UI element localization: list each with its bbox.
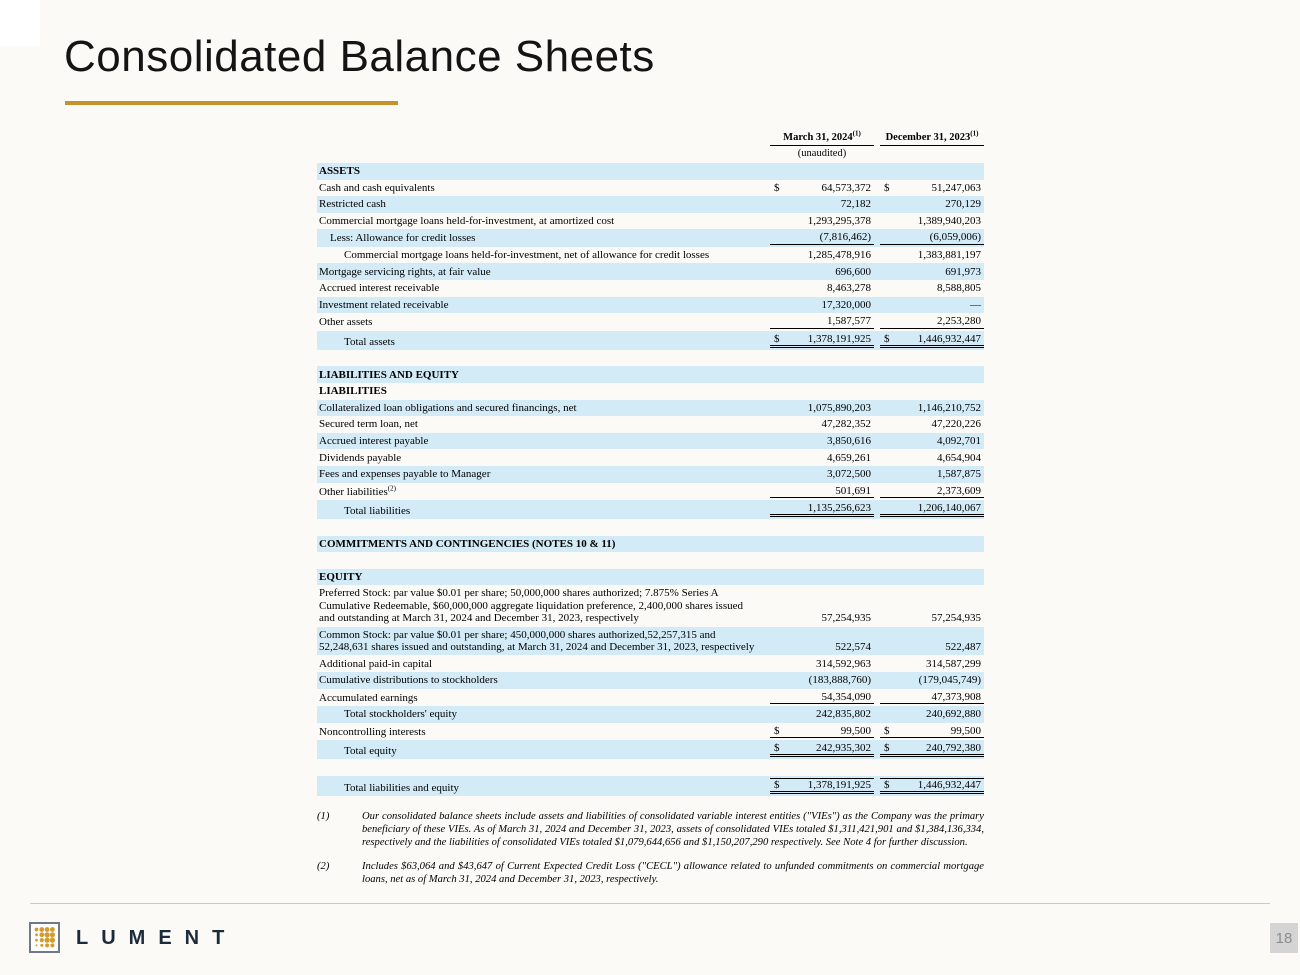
amount-value: 2,253,280 [937, 315, 981, 328]
spacer-row [317, 350, 984, 366]
row-label: Other liabilities$^{(2)}$ [319, 483, 396, 498]
amount-value: 64,573,372 [821, 181, 871, 194]
row-label: Mortgage servicing rights, at fair value [319, 265, 491, 278]
row-label: LIABILITIES [319, 385, 387, 398]
amount-cell [880, 315, 984, 328]
row-label: Total liabilities [344, 504, 411, 517]
amount-value: 99,500 [950, 724, 981, 737]
column-header-december [880, 129, 984, 146]
currency-symbol: $ [774, 332, 780, 345]
amount-cell [880, 452, 984, 464]
column-header-row [317, 128, 984, 146]
background-patch [0, 0, 40, 46]
amount-cell [880, 612, 984, 624]
row-label: COMMITMENTS AND CONTINGENCIES (NOTES 10 & 11) [319, 537, 616, 550]
row-label: Preferred Stock: par value $0.01 per share; 50,000,000 shares authorized; 7.875% Series A Cumulative Redeemable, $60,000,000 aggregate liquidation preference, 2,400,000 shares issued and outstanding at March 31, 2024 and December 31, 2023, respectively [319, 587, 743, 625]
currency-symbol: $ [884, 181, 890, 194]
amount-cell [770, 725, 874, 738]
table-row [317, 247, 984, 264]
amount-cell [880, 182, 984, 194]
section-row [317, 383, 984, 400]
row-label: Cash and cash equivalents [319, 181, 435, 194]
table-row [317, 331, 984, 350]
table-row [317, 229, 984, 246]
amount-cell [770, 182, 874, 194]
table-row [317, 483, 984, 500]
amount-value: 242,935,302 [816, 741, 871, 754]
column-header-march-label: March 31, 2024 [783, 131, 853, 143]
brand-wordmark: LUMENT [76, 927, 238, 949]
amount-value: (7,816,462) [819, 231, 871, 244]
amount-value: 72,182 [840, 198, 871, 211]
row-label: LIABILITIES AND EQUITY [319, 368, 459, 381]
amount-value: 54,354,090 [821, 690, 871, 703]
amount-value: 270,129 [945, 198, 981, 211]
section-row [317, 536, 984, 553]
amount-value: 2,373,609 [937, 484, 981, 497]
table-row [317, 466, 984, 483]
row-label: Commercial mortgage loans held-for-investment, net of allowance for credit losses [344, 248, 710, 261]
amount-cell [880, 725, 984, 738]
table-row [317, 627, 984, 656]
amount-value: 1,587,875 [937, 468, 981, 481]
section-row [317, 366, 984, 383]
amount-value: 8,588,805 [937, 282, 981, 295]
amount-cell [880, 266, 984, 278]
amount-value: 1,446,932,447 [917, 332, 981, 345]
currency-symbol: $ [884, 724, 890, 737]
row-label: Dividends payable [319, 451, 402, 464]
row-label: Other assets [319, 316, 373, 329]
amount-cell [770, 641, 874, 653]
table-row [317, 213, 984, 230]
amount-value: 4,654,904 [937, 451, 981, 464]
amount-value: 47,282,352 [821, 418, 871, 431]
section-row [317, 569, 984, 586]
amount-cell [880, 502, 984, 517]
spacer-row [317, 552, 984, 568]
table-row [317, 500, 984, 519]
amount-cell [770, 674, 874, 686]
amount-value: 3,072,500 [827, 468, 871, 481]
amount-cell [770, 333, 874, 348]
amount-cell [770, 612, 874, 624]
amount-cell [770, 402, 874, 414]
amount-cell [770, 468, 874, 480]
amount-value: (6,059,006) [929, 231, 981, 244]
footer-divider [30, 903, 1270, 904]
amount-cell [880, 215, 984, 227]
amount-value: 17,320,000 [821, 298, 871, 311]
balance-sheet [317, 128, 984, 899]
page-title: Consolidated Balance Sheets [64, 32, 655, 81]
dot-grid-icon [33, 926, 56, 949]
row-label: Additional paid-in capital [319, 657, 433, 670]
currency-symbol: $ [774, 741, 780, 754]
row-label: Accrued interest receivable [319, 282, 440, 295]
column-header-march [770, 129, 874, 146]
amount-value: 1,378,191,925 [807, 778, 871, 791]
amount-value: 51,247,063 [931, 181, 981, 194]
row-label: ASSETS [319, 165, 360, 178]
amount-value: 696,600 [835, 265, 871, 278]
amount-value: 57,254,935 [931, 612, 981, 625]
amount-cell [880, 468, 984, 480]
amount-cell [770, 708, 874, 720]
table-row [317, 433, 984, 450]
amount-value: 314,587,299 [926, 657, 981, 670]
amount-cell [770, 778, 874, 794]
row-label: Investment related receivable [319, 298, 449, 311]
amount-cell [880, 418, 984, 430]
footnote-text: Our consolidated balance sheets include assets and liabilities of consolidated variable interest entities ("VIEs") as the Company was the primary beneficiary of these VIEs. As of March 31, 2024 and December 31, 2023, assets of consolidated VIEs totaled $1,311,421,901 and $1,384,136,334, respectively and the liabilities of consolidated VIEs totaled $1,079,644,656 and $1,150,207,290 respectively. See Note 4 for further discussion. [362, 811, 984, 848]
amount-cell [880, 485, 984, 498]
row-label: Accumulated earnings [319, 691, 418, 704]
amount-cell [880, 435, 984, 447]
table-row [317, 689, 984, 706]
row-label: Total liabilities and equity [344, 781, 460, 794]
table-row [317, 196, 984, 213]
currency-symbol: $ [884, 778, 890, 791]
currency-symbol: $ [774, 778, 780, 791]
table-row [317, 263, 984, 280]
table-row [317, 180, 984, 197]
amount-cell [880, 333, 984, 348]
amount-cell [880, 249, 984, 261]
amount-cell [880, 282, 984, 294]
amount-cell [770, 485, 874, 498]
table-row [317, 655, 984, 672]
amount-value: 314,592,963 [816, 657, 871, 670]
footnote [317, 861, 984, 886]
amount-value: 522,487 [945, 640, 981, 653]
section-row [317, 163, 984, 180]
title-accent-rule [65, 101, 398, 105]
amount-value: 1,378,191,925 [807, 332, 871, 345]
table-row [317, 416, 984, 433]
spacer-row [317, 759, 984, 775]
amount-cell [770, 691, 874, 704]
amount-value: 1,146,210,752 [917, 401, 981, 414]
row-label: Collateralized loan obligations and secured financings, net [319, 401, 577, 414]
row-label: Common Stock: par value $0.01 per share; 450,000,000 shares authorized,52,257,315 and 52,248,631 shares issued and outstanding, at March 31, 2024 and December 31, 2023, respectively [319, 628, 755, 653]
amount-value: 1,293,295,378 [807, 214, 871, 227]
amount-value: 4,659,261 [827, 451, 871, 464]
amount-cell [770, 299, 874, 311]
amount-value: 99,500 [840, 724, 871, 737]
amount-cell [770, 502, 874, 517]
amount-cell [880, 742, 984, 757]
amount-value: (183,888,760) [808, 674, 871, 687]
amount-value: 1,383,881,197 [917, 248, 981, 261]
amount-value: 1,206,140,067 [917, 501, 981, 514]
amount-cell [880, 198, 984, 210]
amount-cell [880, 691, 984, 704]
amount-value: 1,075,890,203 [807, 401, 871, 414]
table-row [317, 449, 984, 466]
amount-value: 47,373,908 [931, 690, 981, 703]
amount-cell [770, 231, 874, 244]
unaudited-label: (unaudited) [797, 148, 847, 160]
unaudited-row [317, 146, 984, 163]
amount-cell [770, 658, 874, 670]
row-label: Fees and expenses payable to Manager [319, 468, 491, 481]
table-row [317, 740, 984, 759]
amount-cell [880, 402, 984, 414]
amount-value: 1,587,577 [827, 315, 871, 328]
amount-value: 242,835,802 [816, 708, 871, 721]
table-row [317, 585, 984, 626]
amount-cell [770, 435, 874, 447]
amount-cell [770, 418, 874, 430]
footnotes [317, 811, 984, 887]
amount-cell [770, 315, 874, 328]
footnote-ref: (2) [387, 483, 396, 492]
amount-cell [880, 299, 984, 311]
amount-value: 4,092,701 [937, 434, 981, 447]
page-number: 18 [1275, 929, 1293, 947]
amount-value: 1,135,256,623 [807, 501, 871, 514]
currency-symbol: $ [884, 741, 890, 754]
table-row [317, 400, 984, 417]
footnote-marker: (2) [317, 861, 330, 873]
amount-value: — [970, 298, 981, 311]
amount-value: 501,691 [835, 484, 871, 497]
amount-cell [770, 249, 874, 261]
amount-cell [880, 231, 984, 244]
amount-cell [880, 708, 984, 720]
row-label: EQUITY [319, 570, 363, 583]
amount-value: 522,574 [835, 640, 871, 653]
amount-cell [880, 641, 984, 653]
amount-value: 47,220,226 [931, 418, 981, 431]
amount-value: 1,446,932,447 [917, 778, 981, 791]
currency-symbol: $ [774, 181, 780, 194]
amount-cell [770, 198, 874, 210]
amount-cell [770, 452, 874, 464]
spacer-row [317, 519, 984, 535]
lument-logo-icon [29, 922, 60, 953]
table-row [317, 776, 984, 796]
table-row [317, 723, 984, 740]
row-label: Total assets [344, 335, 395, 348]
amount-value: 1,285,478,916 [807, 248, 871, 261]
row-label: Noncontrolling interests [319, 725, 426, 738]
row-label: Secured term loan, net [319, 418, 418, 431]
row-label: Total stockholders' equity [344, 708, 458, 721]
amount-cell [880, 674, 984, 686]
amount-cell [880, 778, 984, 794]
amount-cell [770, 215, 874, 227]
amount-cell [770, 742, 874, 757]
balance-sheet-rows [317, 163, 984, 796]
row-label: Cumulative distributions to stockholders [319, 674, 498, 687]
row-label: Commercial mortgage loans held-for-investment, at amortized cost [319, 214, 615, 227]
amount-value: 240,792,380 [926, 741, 981, 754]
page-number-badge [1270, 923, 1298, 953]
amount-value: 240,692,880 [926, 708, 981, 721]
footnote-text: Includes $63,064 and $43,647 of Current Expected Credit Loss ("CECL") allowance related to unfunded commitments on commercial mortgage loans, net as of March 31, 2024 and December 31, 2023, respectively. [362, 861, 984, 885]
row-label: Restricted cash [319, 198, 386, 211]
amount-value: 57,254,935 [821, 612, 871, 625]
amount-cell [770, 282, 874, 294]
amount-value: 8,463,278 [827, 282, 871, 295]
table-row [317, 672, 984, 689]
amount-value: 691,973 [945, 265, 981, 278]
currency-symbol: $ [774, 724, 780, 737]
currency-symbol: $ [884, 332, 890, 345]
footnote-marker: (1) [317, 811, 330, 823]
table-row [317, 297, 984, 314]
column-header-december-label: December 31, 2023 [885, 131, 971, 143]
footnote-ref-1: (1) [852, 129, 861, 138]
amount-value: 1,389,940,203 [917, 214, 981, 227]
amount-value: 3,850,616 [827, 434, 871, 447]
footnote-ref-1: (1) [970, 129, 979, 138]
row-label: Less: Allowance for credit losses [330, 232, 476, 245]
table-row [317, 706, 984, 723]
amount-cell [770, 266, 874, 278]
table-row [317, 280, 984, 297]
row-label: Accrued interest payable [319, 434, 429, 447]
table-row [317, 313, 984, 330]
amount-value: (179,045,749) [918, 674, 981, 687]
amount-cell [880, 658, 984, 670]
footnote [317, 811, 984, 849]
row-label: Total equity [344, 744, 397, 757]
